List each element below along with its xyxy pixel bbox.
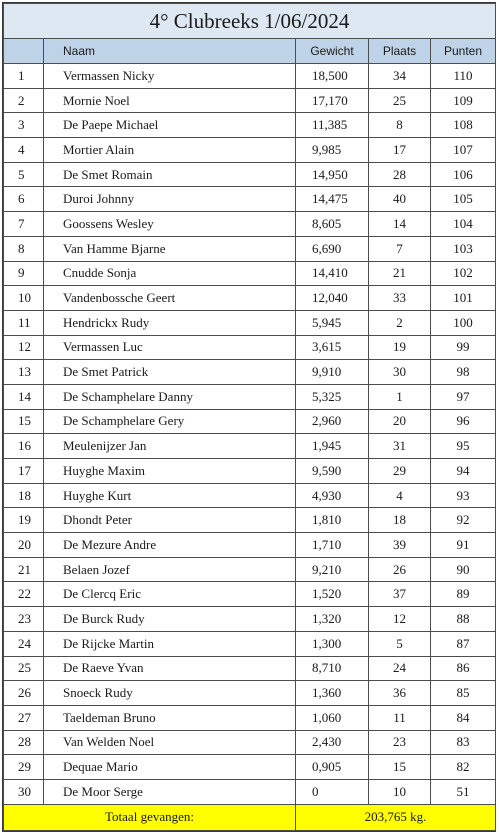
weight-cell: 2,430 — [296, 730, 369, 755]
weight-cell: 18,500 — [296, 64, 369, 89]
place-cell: 31 — [369, 434, 431, 459]
header-weight: Gewicht — [296, 39, 369, 64]
place-cell: 14 — [369, 212, 431, 237]
place-cell: 1 — [369, 384, 431, 409]
points-cell: 108 — [431, 113, 496, 138]
name-cell: De Smet Patrick — [44, 360, 296, 385]
weight-cell: 11,385 — [296, 113, 369, 138]
rank-cell: 29 — [4, 755, 44, 780]
results-sheet — [2, 2, 496, 832]
name-cell: De Raeve Yvan — [44, 656, 296, 681]
page-title: 4° Clubreeks 1/06/2024 — [4, 4, 496, 39]
place-cell: 28 — [369, 162, 431, 187]
points-cell: 104 — [431, 212, 496, 237]
name-cell: Van Hamme Bjarne — [44, 236, 296, 261]
table-row — [4, 607, 496, 632]
place-cell: 19 — [369, 335, 431, 360]
points-cell: 96 — [431, 409, 496, 434]
table-row — [4, 459, 496, 484]
weight-cell: 0 — [296, 779, 369, 804]
table-row — [4, 335, 496, 360]
points-cell: 97 — [431, 384, 496, 409]
header-row — [4, 39, 496, 64]
table-row — [4, 681, 496, 706]
points-cell: 99 — [431, 335, 496, 360]
weight-cell: 8,605 — [296, 212, 369, 237]
place-cell: 29 — [369, 459, 431, 484]
name-cell: Goossens Wesley — [44, 212, 296, 237]
table-row — [4, 384, 496, 409]
place-cell: 12 — [369, 607, 431, 632]
name-cell: Vermassen Luc — [44, 335, 296, 360]
name-cell: De Schamphelare Gery — [44, 409, 296, 434]
total-label: Totaal gevangen: — [4, 804, 296, 830]
rank-cell: 9 — [4, 261, 44, 286]
name-cell: Van Welden Noel — [44, 730, 296, 755]
place-cell: 25 — [369, 88, 431, 113]
place-cell: 30 — [369, 360, 431, 385]
rank-cell: 26 — [4, 681, 44, 706]
name-cell: Mornie Noel — [44, 88, 296, 113]
weight-cell: 1,945 — [296, 434, 369, 459]
weight-cell: 6,690 — [296, 236, 369, 261]
points-cell: 90 — [431, 557, 496, 582]
points-cell: 82 — [431, 755, 496, 780]
rank-cell: 27 — [4, 705, 44, 730]
place-cell: 7 — [369, 236, 431, 261]
table-row — [4, 434, 496, 459]
points-cell: 93 — [431, 483, 496, 508]
name-cell: Duroi Johnny — [44, 187, 296, 212]
weight-cell: 1,300 — [296, 631, 369, 656]
points-cell: 83 — [431, 730, 496, 755]
points-cell: 103 — [431, 236, 496, 261]
points-cell: 105 — [431, 187, 496, 212]
place-cell: 2 — [369, 310, 431, 335]
rank-cell: 3 — [4, 113, 44, 138]
place-cell: 34 — [369, 64, 431, 89]
table-row — [4, 582, 496, 607]
name-cell: Snoeck Rudy — [44, 681, 296, 706]
name-cell: Mortier Alain — [44, 138, 296, 163]
rank-cell: 12 — [4, 335, 44, 360]
rank-cell: 14 — [4, 384, 44, 409]
weight-cell: 4,930 — [296, 483, 369, 508]
table-row — [4, 310, 496, 335]
weight-cell: 14,410 — [296, 261, 369, 286]
table-row — [4, 236, 496, 261]
name-cell: Vandenbossche Geert — [44, 286, 296, 311]
results-table — [3, 3, 496, 831]
weight-cell: 5,945 — [296, 310, 369, 335]
name-cell: Cnudde Sonja — [44, 261, 296, 286]
weight-cell: 1,320 — [296, 607, 369, 632]
place-cell: 18 — [369, 508, 431, 533]
table-row — [4, 755, 496, 780]
weight-cell: 9,210 — [296, 557, 369, 582]
table-row — [4, 138, 496, 163]
table-row — [4, 162, 496, 187]
name-cell: De Rijcke Martin — [44, 631, 296, 656]
weight-cell: 1,520 — [296, 582, 369, 607]
points-cell: 110 — [431, 64, 496, 89]
weight-cell: 1,060 — [296, 705, 369, 730]
rank-cell: 25 — [4, 656, 44, 681]
table-row — [4, 730, 496, 755]
rank-cell: 5 — [4, 162, 44, 187]
rank-cell: 16 — [4, 434, 44, 459]
points-cell: 89 — [431, 582, 496, 607]
title-row — [4, 4, 496, 39]
points-cell: 51 — [431, 779, 496, 804]
place-cell: 37 — [369, 582, 431, 607]
name-cell: De Smet Romain — [44, 162, 296, 187]
place-cell: 15 — [369, 755, 431, 780]
place-cell: 40 — [369, 187, 431, 212]
points-cell: 95 — [431, 434, 496, 459]
rank-cell: 13 — [4, 360, 44, 385]
rank-cell: 15 — [4, 409, 44, 434]
points-cell: 106 — [431, 162, 496, 187]
header-place: Plaats — [369, 39, 431, 64]
place-cell: 23 — [369, 730, 431, 755]
name-cell: Dequae Mario — [44, 755, 296, 780]
rank-cell: 22 — [4, 582, 44, 607]
name-cell: Vermassen Nicky — [44, 64, 296, 89]
rank-cell: 7 — [4, 212, 44, 237]
weight-cell: 17,170 — [296, 88, 369, 113]
weight-cell: 12,040 — [296, 286, 369, 311]
weight-cell: 1,810 — [296, 508, 369, 533]
rank-cell: 20 — [4, 533, 44, 558]
total-value: 203,765 kg. — [296, 804, 496, 830]
table-row — [4, 656, 496, 681]
weight-cell: 14,475 — [296, 187, 369, 212]
rank-cell: 17 — [4, 459, 44, 484]
place-cell: 24 — [369, 656, 431, 681]
header-points: Punten — [431, 39, 496, 64]
table-row — [4, 705, 496, 730]
weight-cell: 1,360 — [296, 681, 369, 706]
name-cell: De Moor Serge — [44, 779, 296, 804]
points-cell: 88 — [431, 607, 496, 632]
rank-cell: 1 — [4, 64, 44, 89]
table-row — [4, 212, 496, 237]
points-cell: 100 — [431, 310, 496, 335]
weight-cell: 9,985 — [296, 138, 369, 163]
rank-cell: 2 — [4, 88, 44, 113]
place-cell: 4 — [369, 483, 431, 508]
weight-cell: 14,950 — [296, 162, 369, 187]
weight-cell: 2,960 — [296, 409, 369, 434]
table-row — [4, 533, 496, 558]
points-cell: 91 — [431, 533, 496, 558]
weight-cell: 3,615 — [296, 335, 369, 360]
weight-cell: 0,905 — [296, 755, 369, 780]
table-row — [4, 64, 496, 89]
name-cell: Huyghe Maxim — [44, 459, 296, 484]
points-cell: 101 — [431, 286, 496, 311]
points-cell: 102 — [431, 261, 496, 286]
points-cell: 85 — [431, 681, 496, 706]
table-row — [4, 557, 496, 582]
points-cell: 86 — [431, 656, 496, 681]
rank-cell: 28 — [4, 730, 44, 755]
place-cell: 5 — [369, 631, 431, 656]
name-cell: Meulenijzer Jan — [44, 434, 296, 459]
total-row — [4, 804, 496, 830]
table-row — [4, 360, 496, 385]
points-cell: 109 — [431, 88, 496, 113]
table-row — [4, 508, 496, 533]
rank-cell: 18 — [4, 483, 44, 508]
place-cell: 21 — [369, 261, 431, 286]
weight-cell: 8,710 — [296, 656, 369, 681]
place-cell: 11 — [369, 705, 431, 730]
points-cell: 87 — [431, 631, 496, 656]
table-row — [4, 113, 496, 138]
points-cell: 92 — [431, 508, 496, 533]
rank-cell: 11 — [4, 310, 44, 335]
points-cell: 107 — [431, 138, 496, 163]
weight-cell: 1,710 — [296, 533, 369, 558]
place-cell: 36 — [369, 681, 431, 706]
place-cell: 17 — [369, 138, 431, 163]
rank-cell: 10 — [4, 286, 44, 311]
name-cell: De Burck Rudy — [44, 607, 296, 632]
table-row — [4, 88, 496, 113]
name-cell: Dhondt Peter — [44, 508, 296, 533]
points-cell: 94 — [431, 459, 496, 484]
place-cell: 20 — [369, 409, 431, 434]
table-row — [4, 409, 496, 434]
header-name: Naam — [44, 39, 296, 64]
name-cell: Hendrickx Rudy — [44, 310, 296, 335]
name-cell: De Mezure Andre — [44, 533, 296, 558]
table-row — [4, 631, 496, 656]
table-row — [4, 779, 496, 804]
rank-cell: 30 — [4, 779, 44, 804]
name-cell: Taeldeman Bruno — [44, 705, 296, 730]
name-cell: De Clercq Eric — [44, 582, 296, 607]
weight-cell: 5,325 — [296, 384, 369, 409]
table-row — [4, 187, 496, 212]
header-rank — [4, 39, 44, 64]
rank-cell: 4 — [4, 138, 44, 163]
table-row — [4, 483, 496, 508]
weight-cell: 9,590 — [296, 459, 369, 484]
rank-cell: 23 — [4, 607, 44, 632]
name-cell: Huyghe Kurt — [44, 483, 296, 508]
weight-cell: 9,910 — [296, 360, 369, 385]
rank-cell: 6 — [4, 187, 44, 212]
name-cell: Belaen Jozef — [44, 557, 296, 582]
table-row — [4, 261, 496, 286]
rank-cell: 24 — [4, 631, 44, 656]
table-row — [4, 286, 496, 311]
points-cell: 98 — [431, 360, 496, 385]
rank-cell: 21 — [4, 557, 44, 582]
name-cell: De Paepe Michael — [44, 113, 296, 138]
name-cell: De Schamphelare Danny — [44, 384, 296, 409]
place-cell: 33 — [369, 286, 431, 311]
points-cell: 84 — [431, 705, 496, 730]
rank-cell: 19 — [4, 508, 44, 533]
place-cell: 26 — [369, 557, 431, 582]
place-cell: 39 — [369, 533, 431, 558]
rank-cell: 8 — [4, 236, 44, 261]
place-cell: 8 — [369, 113, 431, 138]
place-cell: 10 — [369, 779, 431, 804]
